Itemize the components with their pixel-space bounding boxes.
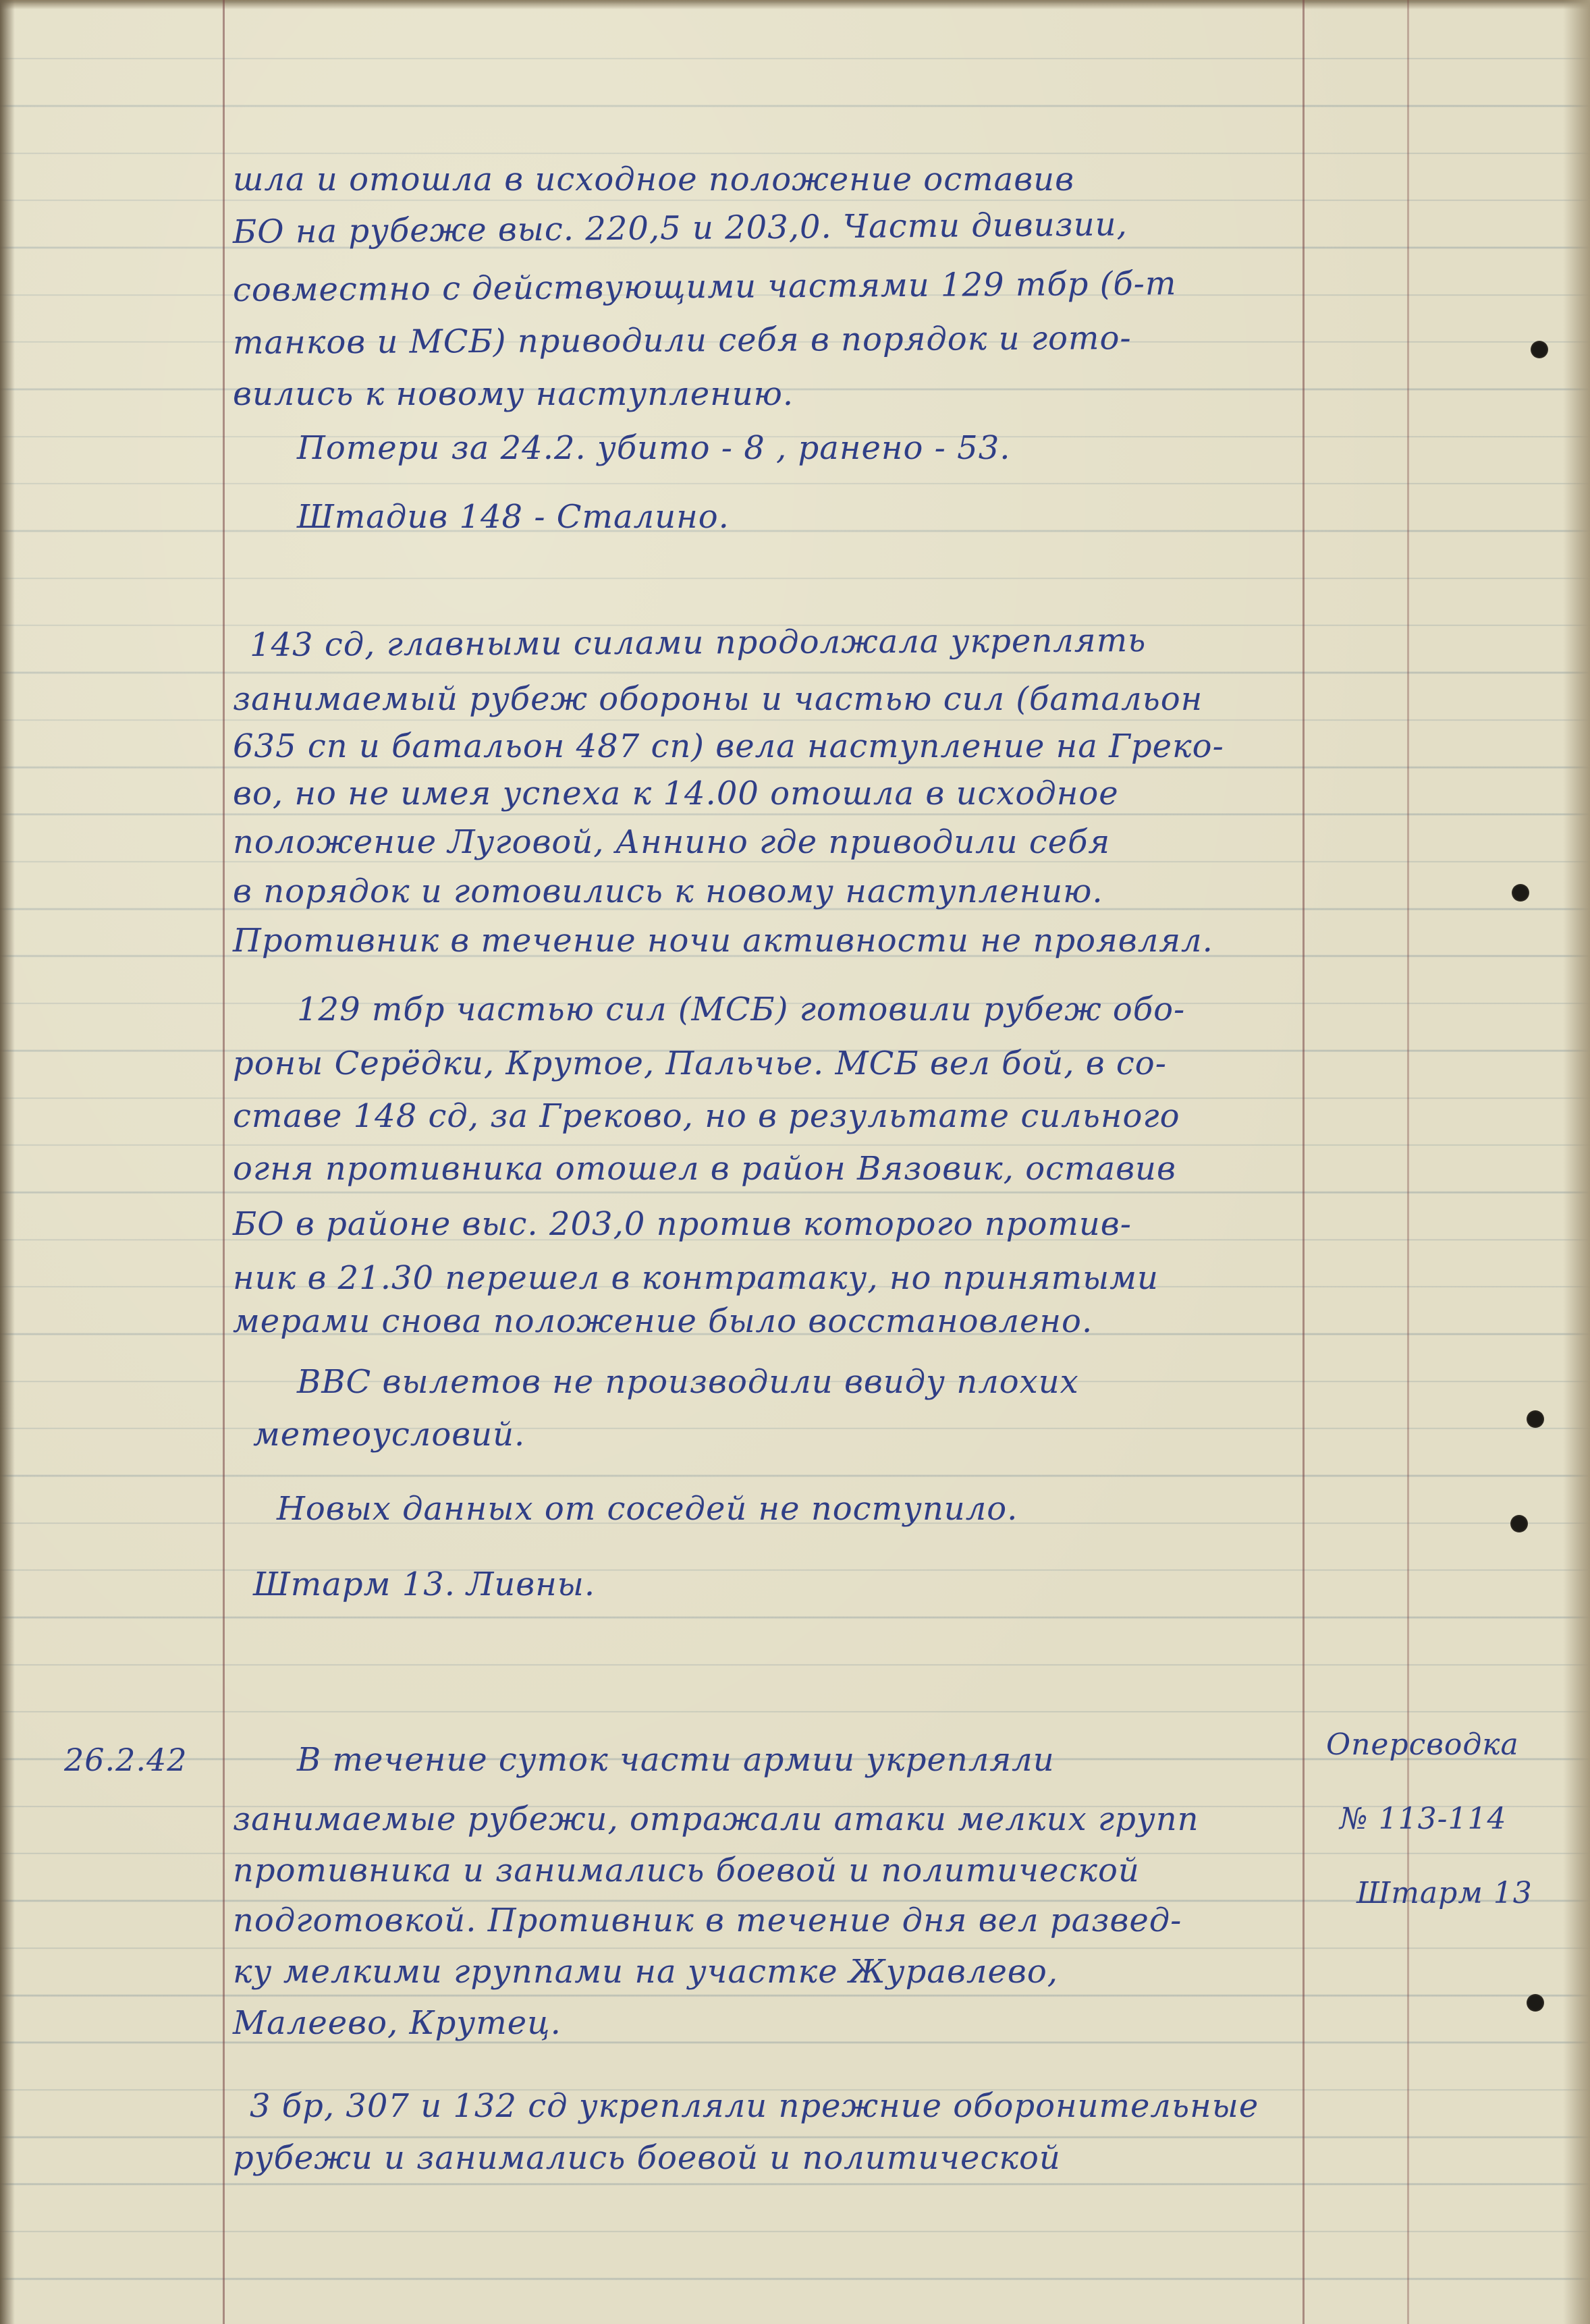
binder-hole (1531, 341, 1548, 358)
text-line: ник в 21.30 перешел в контратаку, но принятыми (233, 1259, 1159, 1297)
margin-note-number: № 113-114 (1340, 1802, 1507, 1836)
text-line: 635 сп и батальон 487 сп) вела наступление на Греко- (233, 727, 1224, 765)
entry-date: 26.2.42 (64, 1742, 188, 1778)
text-line: танков и МСБ) приводили себя в порядок и гото- (232, 319, 1132, 362)
text-line: огня противника отошел в район Вязовик, оставив (233, 1150, 1176, 1188)
text-line: Малеево, Крутец. (233, 2004, 561, 2042)
text-line: 143 сд, главными силами продолжала укреплять (249, 621, 1147, 664)
text-line: занимаемые рубежи, отражали атаки мелких групп (233, 1800, 1199, 1838)
margin-rule-right (1303, 0, 1305, 2324)
text-line: БО на рубеже выс. 220,5 и 203,0. Части дивизии, (232, 205, 1128, 251)
text-line: ставе 148 сд, за Греково, но в результате сильного (233, 1097, 1180, 1135)
page-top-edge (0, 0, 1590, 9)
page-right-edge (1563, 0, 1590, 2324)
text-line: рубежи и занимались боевой и политической (233, 2139, 1061, 2177)
text-line: совместно с действующими частями 129 тбр (б-т (232, 265, 1177, 309)
text-line: во, но не имея успеха к 14.00 отошла в исходное (233, 775, 1119, 812)
text-line: Противник в течение ночи активности не проявлял. (233, 922, 1213, 960)
text-line: в порядок и готовились к новому наступлению. (233, 873, 1103, 910)
text-line: ку мелкими группами на участке Журавлево, (233, 1953, 1058, 1991)
text-line: мерами снова положение было восстановлено. (233, 1302, 1093, 1340)
text-line: ВВС вылетов не производили ввиду плохих (297, 1363, 1079, 1401)
text-line: противника и занимались боевой и политической (233, 1852, 1140, 1889)
page-left-edge (0, 0, 15, 2324)
binder-hole (1527, 1410, 1544, 1428)
text-line: 129 тбр частью сил (МСБ) готовили рубеж обо- (297, 991, 1186, 1028)
margin-rule-left (223, 0, 225, 2324)
margin-rule-far-right (1407, 0, 1409, 2324)
binder-hole (1510, 1515, 1528, 1532)
signature-line: Штадив 148 - Сталино. (297, 498, 730, 536)
text-line: метеоусловий. (253, 1416, 526, 1454)
text-line: подготовкой. Противник в течение дня вел развед- (233, 1902, 1182, 1939)
text-line: 3 бр, 307 и 132 сд укрепляли прежние оборонительные (250, 2087, 1259, 2125)
binder-hole (1512, 884, 1529, 902)
text-line: шла и отошла в исходное положение оставив (233, 161, 1074, 198)
text-line: В течение суток части армии укрепляли (297, 1741, 1055, 1779)
text-line: положение Луговой, Аннино где приводили себя (233, 823, 1111, 861)
text-line: вились к новому наступлению. (233, 375, 794, 413)
signature-line: Штарм 13. Ливны. (253, 1566, 596, 1603)
margin-note-hq: Штарм 13 (1356, 1876, 1533, 1910)
margin-note-report: Оперсводка (1326, 1727, 1519, 1762)
text-line: Новых данных от соседей не поступило. (277, 1490, 1018, 1528)
text-line: Потери за 24.2. убито - 8 , ранено - 53. (297, 429, 1011, 467)
text-line: БО в районе выс. 203,0 против которого против- (233, 1205, 1132, 1243)
text-line: занимаемый рубеж обороны и частью сил (батальон (233, 680, 1203, 718)
text-line: роны Серёдки, Крутое, Пальчье. МСБ вел бой, в со- (233, 1045, 1167, 1082)
binder-hole (1527, 1994, 1544, 2012)
